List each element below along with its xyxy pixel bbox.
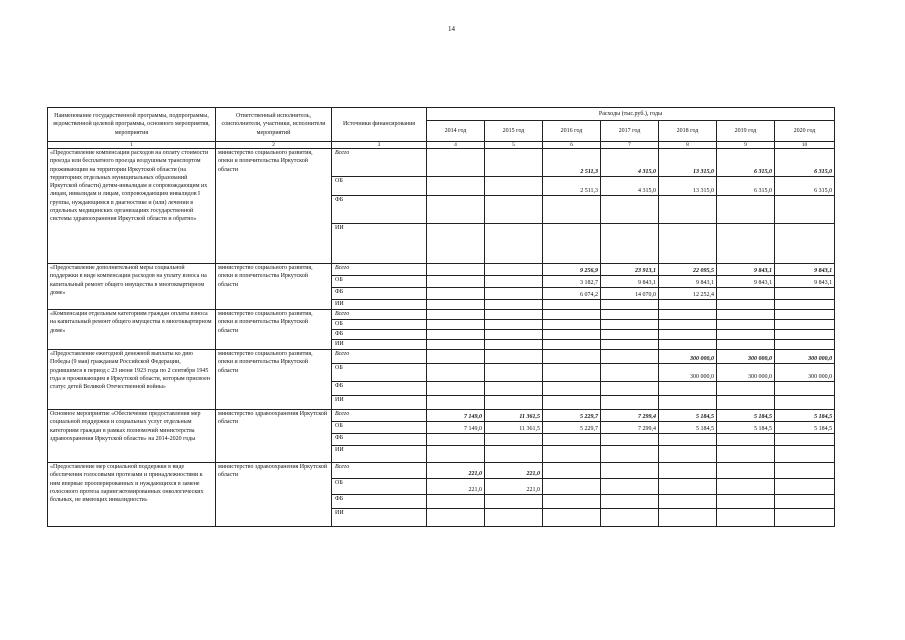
expense-value [717, 320, 775, 330]
expense-value [543, 479, 601, 495]
column-number: 3 [332, 142, 427, 149]
table-body [48, 149, 835, 527]
table-row [48, 264, 835, 276]
expense-value [485, 446, 543, 463]
expense-value [543, 340, 601, 350]
expense-value: 9 843,1 [659, 276, 717, 288]
expense-value [601, 479, 659, 495]
expense-value [543, 396, 601, 410]
expense-value [717, 446, 775, 463]
funding-source: ИИ [332, 340, 427, 350]
expense-value: 6 315,0 [775, 177, 835, 196]
expense-value: 221,0 [427, 463, 485, 479]
expense-value: 11 361,5 [485, 410, 543, 422]
expense-value: 4 315,0 [601, 177, 659, 196]
expense-value: 6 315,0 [775, 149, 835, 177]
expense-value [427, 300, 485, 310]
expense-value [427, 495, 485, 509]
expense-value [485, 330, 543, 340]
funding-source: Всего [332, 264, 427, 276]
expense-value [485, 350, 543, 364]
expense-value [659, 463, 717, 479]
expense-value [717, 495, 775, 509]
expense-value [601, 495, 659, 509]
expense-value [485, 310, 543, 320]
column-number: 2 [216, 142, 332, 149]
expense-value [485, 149, 543, 177]
funding-source: Всего [332, 149, 427, 177]
table-row [48, 310, 835, 320]
expense-value: 221,0 [485, 463, 543, 479]
expense-value [775, 479, 835, 495]
expense-value [543, 382, 601, 396]
expense-value [659, 382, 717, 396]
funding-source: ФБ [332, 495, 427, 509]
expense-value [485, 320, 543, 330]
expense-value [427, 340, 485, 350]
expense-value [427, 509, 485, 527]
expense-value [717, 434, 775, 446]
expense-value [427, 446, 485, 463]
funding-source: ИИ [332, 224, 427, 264]
expense-value [659, 509, 717, 527]
expense-value [601, 300, 659, 310]
page-number: 14 [448, 25, 455, 33]
expense-value [601, 509, 659, 527]
column-number: 1 [48, 142, 216, 149]
funding-source: ОБ [332, 479, 427, 495]
expense-value [485, 196, 543, 224]
column-number: 9 [717, 142, 775, 149]
expense-value: 5 184,5 [717, 410, 775, 422]
expense-value [601, 224, 659, 264]
expense-value [485, 276, 543, 288]
expense-value: 9 256,9 [543, 264, 601, 276]
header-program: Наименование государственной программы, подпрограммы, ведомственной целевой программы, основного мероприятия, мероприятия [48, 108, 216, 142]
expense-value [427, 224, 485, 264]
program-name: Основное мероприятие «Обеспечение предоставления мер социальной поддержки и социальных услуг отдельным категориям граждан в рамках полномочий министерства здравоохранения Иркутской области» на 2014-2020 годы [48, 410, 216, 463]
expense-value: 300 000,0 [775, 350, 835, 364]
expense-value [717, 509, 775, 527]
expense-value [717, 224, 775, 264]
expense-value [485, 509, 543, 527]
header-year: 2015 год [485, 121, 543, 142]
expense-value: 6 074,2 [543, 288, 601, 300]
expense-value [543, 495, 601, 509]
expense-value [543, 446, 601, 463]
expense-value [717, 330, 775, 340]
expense-value [659, 479, 717, 495]
expense-value: 6 315,0 [717, 177, 775, 196]
table-row [48, 463, 835, 479]
expense-value: 4 315,0 [601, 149, 659, 177]
program-executor: министерство социального развития, опеки и попечительства Иркутской области [216, 310, 332, 350]
funding-source: ФБ [332, 382, 427, 396]
expense-value: 7 149,0 [427, 422, 485, 434]
expense-value [717, 310, 775, 320]
funding-source: ОБ [332, 276, 427, 288]
expense-value [775, 396, 835, 410]
expense-value: 300 000,0 [659, 350, 717, 364]
expense-value [427, 330, 485, 340]
program-executor: министерство здравоохранения Иркутской области [216, 463, 332, 527]
header-year: 2017 год [601, 121, 659, 142]
expense-value: 300 000,0 [775, 364, 835, 382]
expense-value [543, 196, 601, 224]
expense-value: 2 511,3 [543, 149, 601, 177]
expense-value: 11 361,5 [485, 422, 543, 434]
expense-value [659, 330, 717, 340]
funding-source: Всего [332, 350, 427, 364]
expense-value: 5 184,5 [659, 422, 717, 434]
expense-value: 300 000,0 [659, 364, 717, 382]
expense-value [717, 463, 775, 479]
expense-value [717, 300, 775, 310]
expense-value [427, 382, 485, 396]
expense-value [543, 224, 601, 264]
expense-value [601, 196, 659, 224]
expense-value [427, 310, 485, 320]
expense-value [775, 330, 835, 340]
expense-value [659, 340, 717, 350]
program-name: «Предоставление мер социальной поддержки в виде обеспечения голосовыми протезами и принадлежностями к ним впервые прооперированных и нуждающихся в замене голосового протеза ларингэктомированных онкологических больных, не имеющих инвалидности» [48, 463, 216, 527]
header-expenses: Расходы (тыс.руб.), годы [427, 108, 835, 121]
expense-value [659, 224, 717, 264]
funding-source: Всего [332, 410, 427, 422]
expense-value [717, 479, 775, 495]
expense-value [543, 330, 601, 340]
funding-source: ИИ [332, 396, 427, 410]
header-year: 2019 год [717, 121, 775, 142]
expense-value [543, 509, 601, 527]
expense-value [601, 382, 659, 396]
expense-value [485, 382, 543, 396]
expense-value [485, 434, 543, 446]
expense-value [775, 320, 835, 330]
expense-value [427, 288, 485, 300]
expense-value [427, 196, 485, 224]
funding-source: ОБ [332, 422, 427, 434]
funding-source: ОБ [332, 177, 427, 196]
expense-value [485, 300, 543, 310]
column-number: 4 [427, 142, 485, 149]
program-executor: министерство социального развития, опеки и попечительства Иркутской области [216, 264, 332, 310]
expense-value: 14 070,0 [601, 288, 659, 300]
expense-value: 7 149,0 [427, 410, 485, 422]
expense-value: 7 299,4 [601, 422, 659, 434]
expense-value [601, 434, 659, 446]
funding-source: ИИ [332, 509, 427, 527]
expense-value: 13 315,0 [659, 149, 717, 177]
column-number: 7 [601, 142, 659, 149]
expense-value [543, 320, 601, 330]
expense-value [775, 382, 835, 396]
expense-value [601, 340, 659, 350]
expense-value: 3 182,7 [543, 276, 601, 288]
expense-value [601, 396, 659, 410]
expense-value [601, 330, 659, 340]
expense-value: 6 315,0 [717, 149, 775, 177]
expense-value [543, 434, 601, 446]
funding-source: Всего [332, 463, 427, 479]
expense-value [717, 288, 775, 300]
expense-value [485, 396, 543, 410]
column-number: 10 [775, 142, 835, 149]
expense-value: 2 511,3 [543, 177, 601, 196]
header-year: 2018 год [659, 121, 717, 142]
program-executor: министерство здравоохранения Иркутской области [216, 410, 332, 463]
table-row [48, 149, 835, 177]
expense-value [427, 364, 485, 382]
expense-value [543, 350, 601, 364]
expense-value [427, 177, 485, 196]
expense-value [601, 310, 659, 320]
expense-value [659, 446, 717, 463]
expense-value [485, 340, 543, 350]
expense-value [485, 177, 543, 196]
expense-value [659, 495, 717, 509]
table-row [48, 350, 835, 364]
expense-value: 9 843,1 [717, 264, 775, 276]
expense-value [717, 396, 775, 410]
expense-value: 5 184,5 [717, 422, 775, 434]
header-year: 2014 год [427, 121, 485, 142]
expense-value [601, 350, 659, 364]
expense-value: 13 315,0 [659, 177, 717, 196]
program-executor: министерство социального развития, опеки и попечительства Иркутской области [216, 149, 332, 264]
expense-value [717, 196, 775, 224]
expense-value [485, 495, 543, 509]
expense-value [659, 434, 717, 446]
expense-value [427, 276, 485, 288]
program-name: «Предоставление дополнительной меры социальной поддержки в виде компенсации расходов на уплату взноса на капитальный ремонт общего имущества в многоквартирном доме» [48, 264, 216, 310]
expense-value [543, 300, 601, 310]
funding-source: ФБ [332, 330, 427, 340]
column-number-row [48, 142, 835, 149]
expense-value: 22 095,5 [659, 264, 717, 276]
funding-source: ФБ [332, 288, 427, 300]
expense-value [659, 196, 717, 224]
expense-value [485, 264, 543, 276]
expense-value: 7 299,4 [601, 410, 659, 422]
expense-value [775, 434, 835, 446]
funding-source: ИИ [332, 446, 427, 463]
expense-value: 5 184,5 [775, 422, 835, 434]
header-source: Источники финансирования [332, 108, 427, 142]
expense-value [775, 446, 835, 463]
program-executor: министерство социального развития, опеки и попечительства Иркутской области [216, 350, 332, 410]
expenses-table [47, 107, 835, 527]
expense-value: 9 843,1 [775, 264, 835, 276]
program-name: «Компенсация отдельным категориям граждан оплаты взноса на капитальный ремонт общего имущества в многоквартирном доме» [48, 310, 216, 350]
funding-source: ОБ [332, 364, 427, 382]
expense-value: 9 843,1 [601, 276, 659, 288]
funding-source: ИИ [332, 300, 427, 310]
expense-value: 5 229,7 [543, 422, 601, 434]
program-name: «Предоставление ежегодной денежной выплаты ко дню Победы (9 мая) гражданам Российской Федерации, родившимся в период с 23 июня 1923 года по 2 сентября 1945 года и проживающим в Иркутской области, которым присвоен статус детей Великой Отечественной войны» [48, 350, 216, 410]
expense-value [601, 446, 659, 463]
expense-value: 300 000,0 [717, 350, 775, 364]
funding-source: ОБ [332, 320, 427, 330]
expense-value [717, 340, 775, 350]
header-year: 2016 год [543, 121, 601, 142]
expense-value [427, 350, 485, 364]
expense-value [775, 340, 835, 350]
expense-value: 221,0 [485, 479, 543, 495]
expense-value [427, 149, 485, 177]
expense-value [775, 495, 835, 509]
expense-value: 5 229,7 [543, 410, 601, 422]
expense-value: 23 913,1 [601, 264, 659, 276]
expense-value [601, 320, 659, 330]
expense-value [659, 396, 717, 410]
expense-value [659, 310, 717, 320]
expense-value [427, 434, 485, 446]
funding-source: ФБ [332, 434, 427, 446]
program-name: «Предоставление компенсации расходов на оплату стоимости проезда или бесплатного проезда воздушным транспортом проживающим на территории Иркутской области (на территориях отдельных муниципальных образований Иркутской области) детям-инвалидам и сопровождающим их лицам, инвалидам и лицам, сопровождающим инвалидов I группы, нуждающимся в диагностике и (или) лечении в отдельных медицинских организациях государственной системы здравоохранения Иркутской области и обратно» [48, 149, 216, 264]
expense-value [775, 463, 835, 479]
expense-value [775, 300, 835, 310]
expense-value [775, 196, 835, 224]
expense-value [775, 288, 835, 300]
expense-value: 221,0 [427, 479, 485, 495]
expense-value: 9 843,1 [775, 276, 835, 288]
expense-value: 5 184,5 [659, 410, 717, 422]
expense-value: 9 843,1 [717, 276, 775, 288]
column-number: 6 [543, 142, 601, 149]
expense-value [427, 320, 485, 330]
expense-value [543, 463, 601, 479]
expense-value [543, 310, 601, 320]
column-number: 5 [485, 142, 543, 149]
table-row [48, 410, 835, 422]
expense-value [485, 288, 543, 300]
expense-value [775, 509, 835, 527]
expense-value [659, 320, 717, 330]
expense-value [775, 310, 835, 320]
expense-value [601, 364, 659, 382]
expense-value [775, 224, 835, 264]
expense-value [543, 364, 601, 382]
expense-value: 300 000,0 [717, 364, 775, 382]
funding-source: ФБ [332, 196, 427, 224]
expense-value [427, 264, 485, 276]
expense-value: 12 252,4 [659, 288, 717, 300]
expense-value [485, 224, 543, 264]
expense-value [659, 300, 717, 310]
expense-value [717, 382, 775, 396]
expense-value [485, 364, 543, 382]
expenses-table-wrapper [47, 107, 835, 527]
header-year: 2020 год [775, 121, 835, 142]
header-executor: Ответственный исполнитель, соисполнители, участники, исполнители мероприятий [216, 108, 332, 142]
funding-source: Всего [332, 310, 427, 320]
expense-value: 5 184,5 [775, 410, 835, 422]
expense-value [427, 396, 485, 410]
expense-value [601, 463, 659, 479]
column-number: 8 [659, 142, 717, 149]
